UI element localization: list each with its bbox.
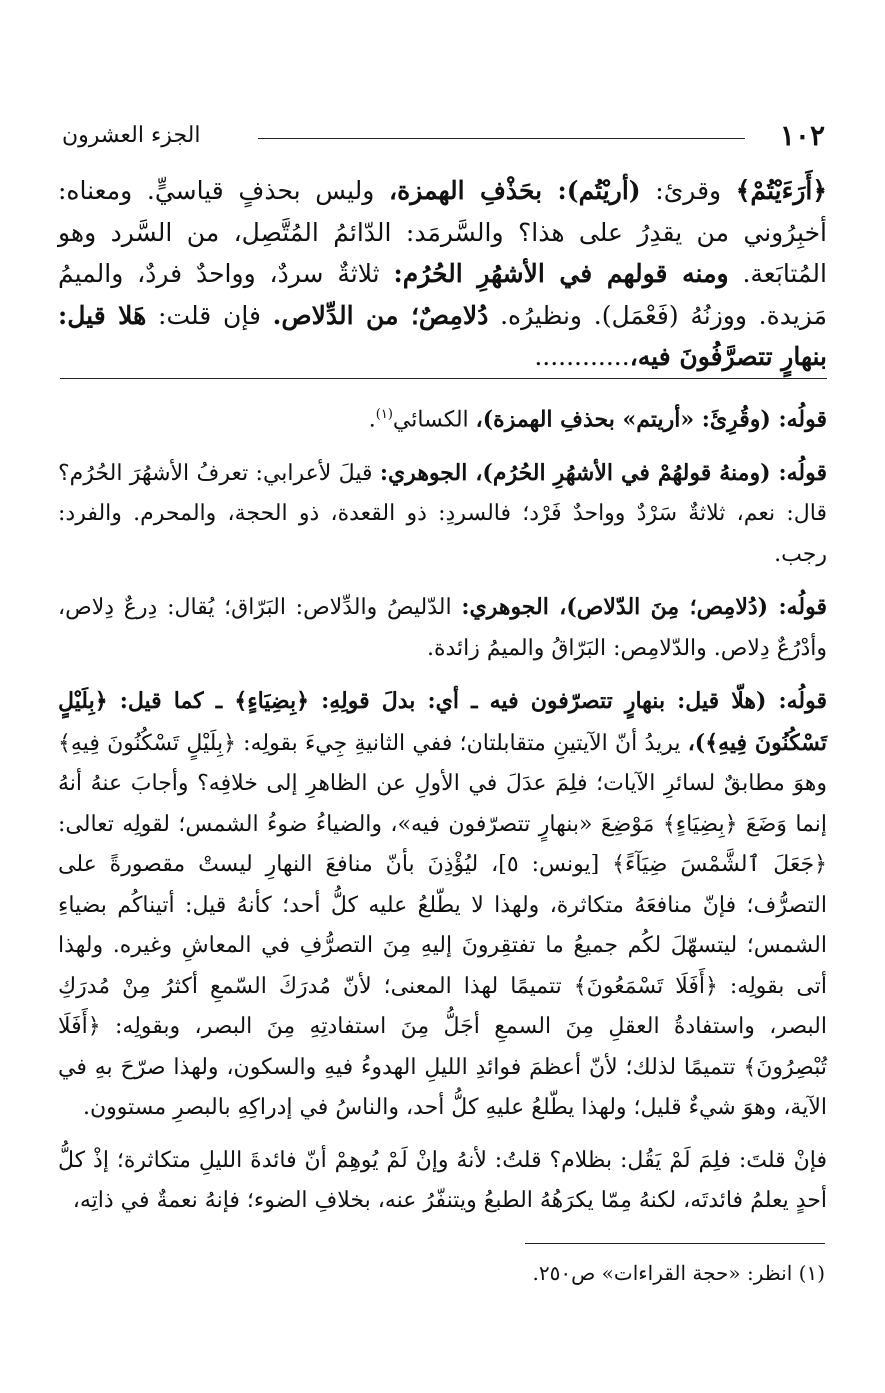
commentary-paragraph — [58, 395, 827, 441]
commentary-lead: قولُه: (ومنهُ قولهُمْ في الأشهُرِ الحُرُم)، الجوهري: — [379, 459, 827, 486]
bold-phrase: دُلامِصٌ؛ من الدِّلاص. — [272, 300, 489, 330]
text: وليس بحذفٍ قياسيٍّ. ومعناه: أخبِرُوني من يقدِرُ على هذا؟ والسَّرمَد: الدّائمُ المُتَّصِل، من السَّرد وهو المُتابَعة. — [58, 176, 827, 288]
bold-phrase: (أريْتُم): بحَذْفِ الهمزة، — [389, 176, 641, 205]
footnote-reference[interactable]: (١) — [375, 407, 393, 422]
main-text — [58, 170, 827, 378]
main-paragraph — [58, 170, 827, 378]
commentary-paragraph — [58, 453, 827, 576]
commentary-text-end: . — [368, 407, 376, 433]
ellipsis: ............ — [534, 342, 630, 371]
commentary-paragraph — [58, 587, 827, 669]
commentary-lead: قولُه: (هلّا قيل: بنهارٍ تتصرّفون فيه ـ أي: بدلَ قولِهِ: ﴿بِضِيَاءٍ﴾ ـ كما قيل: ﴿بِلَيْلٍ تَسْكُنُونَ فِيهِ﴾)، — [58, 688, 827, 756]
header-rule — [258, 138, 745, 139]
bold-phrase: هَلا قيل: بنهارٍ تتصرَّفُونَ فيه، — [58, 300, 827, 371]
commentary-lead: قولُه: (دُلامِص؛ مِنَ الدّلاص)، الجوهري: — [461, 594, 828, 621]
text: وقرئ: — [640, 176, 736, 205]
text: فإن قلت: — [146, 300, 273, 330]
page-number: ١٠٢ — [779, 119, 825, 152]
commentary-lead: قولُه: (وقُرِئَ: «أريتم» بحذفِ الهمزة)، — [475, 406, 827, 433]
quran-quote: ﴿أَرَءَيْتُمْ﴾ — [735, 176, 827, 205]
commentary-text: قيلَ لأعرابي: تعرفُ الأشهُرَ الحُرُم؟ قال: نعم، ثلاثةٌ سَرْدٌ وواحدٌ فَرْد؛ فالسردِ: ذو القعدة، ذو الحجة، والمحرم. والفرد: رجب. — [58, 460, 827, 567]
commentary — [58, 395, 827, 1234]
commentary-text: الكسائي — [392, 407, 476, 433]
commentary-text: الدّليصُ والدِّلاص: البَرّاق؛ يُقال: دِرعٌ دِلاص، وأدْرُعٌ دِلاص. والدّلامِص: البَرّاقُ والميمُ زائدة. — [58, 595, 827, 661]
commentary-text: فإنْ قلتَ: فلِمَ لَمْ يَقُل: بظلام؟ قلتُ: لأنهُ وإنْ لَمْ يُوهِمْ أنّ فائدةَ الليلِ متكاثرة؛ إذْ كلُّ أحدٍ يعلمُ فائدتَه، لكنهُ مِمّا يكرَهُهُ الطبعُ ويتنفّرُ عنه، بخلافِ الضوء؛ فإنهُ نعمةٌ في ذاتِه، — [58, 1147, 827, 1214]
commentary-paragraph — [58, 1141, 827, 1222]
commentary-paragraph — [58, 681, 827, 1129]
text: ثلاثةٌ سردٌ، وواحدٌ فردٌ، والميمُ مَزيدة. ووزنُهُ (فَعْمَل). ونظيرُه. — [58, 259, 827, 330]
text-separator-rule — [60, 378, 827, 379]
bold-phrase: ومنه قولهم في الأشهُرِ الحُرُم: — [393, 259, 729, 288]
commentary-text: يريدُ أنّ الآيتينِ متقابلتان؛ ففي الثانيةِ جِيءَ بقولِه: ﴿بِلَيْلٍ تَسْكُنُونَ فِيهِ﴾ وهوَ مطابقٌ لسائرِ الآيات؛ فلِمَ عدَلَ في الأولِ عن الظاهرِ إلى خلافِه؟ وأجابَ عنهُ أنهُ إنما وَضَعَ ﴿بِضِيَاءٍ﴾ مَوْضِعَ «بنهارٍ تتصرّفون فيه»، والضياءُ ضوءُ الشمس؛ لقولِه تعالى: ﴿جَعَلَ ٱلشَّمْسَ ضِيَآءً﴾ [يونس: ٥]، ليُؤْذِنَ بأنّ منافعَ النهارِ ليستْ مقصورةً على التصرُّف؛ فإنّ منافعَهُ متكاثرة، ولهذا لا يطّلعُ عليه كلُّ أحد؛ كأنهُ قيل: أتيناكُم بضياءِ الشمس؛ ليتسهّلَ لكُم جميعُ ما تفتقِرونَ إليهِ مِنَ التصرُّفِ في المعاشِ وغيره. ولهذا أتى بقولِه: ﴿أَفَلَا تَسْمَعُونَ﴾ تتميمًا لهذا المعنى؛ لأنّ مُدرَكَ السّمعِ أكثرُ مِنْ مُدرَكِ البصر، واستفادةُ العقلِ مِنَ السمعِ أجَلُّ مِنَ استفادتِهِ مِنَ البصر، وبقولِه: ﴿أَفَلَا تُبْصِرُونَ﴾ تتميمًا لذلك؛ لأنّ أعظمَ فوائدِ الليلِ الهدوءُ فيهِ والسكون، ولهذا صرّحَ بهِ في الآية، وهوَ شيءٌ قليل؛ ولهذا يطّلعُ عليهِ كلُّ أحد، والناسُ في إدراكِهِ بالبصرِ مستوون. — [58, 730, 827, 1121]
running-header — [62, 116, 825, 156]
part-title: الجزء العشرون — [62, 123, 201, 148]
footnote-rule — [525, 1243, 825, 1244]
footnote: (١) انظر: «حجة القراءات» ص٢٥٠. — [532, 1261, 825, 1285]
